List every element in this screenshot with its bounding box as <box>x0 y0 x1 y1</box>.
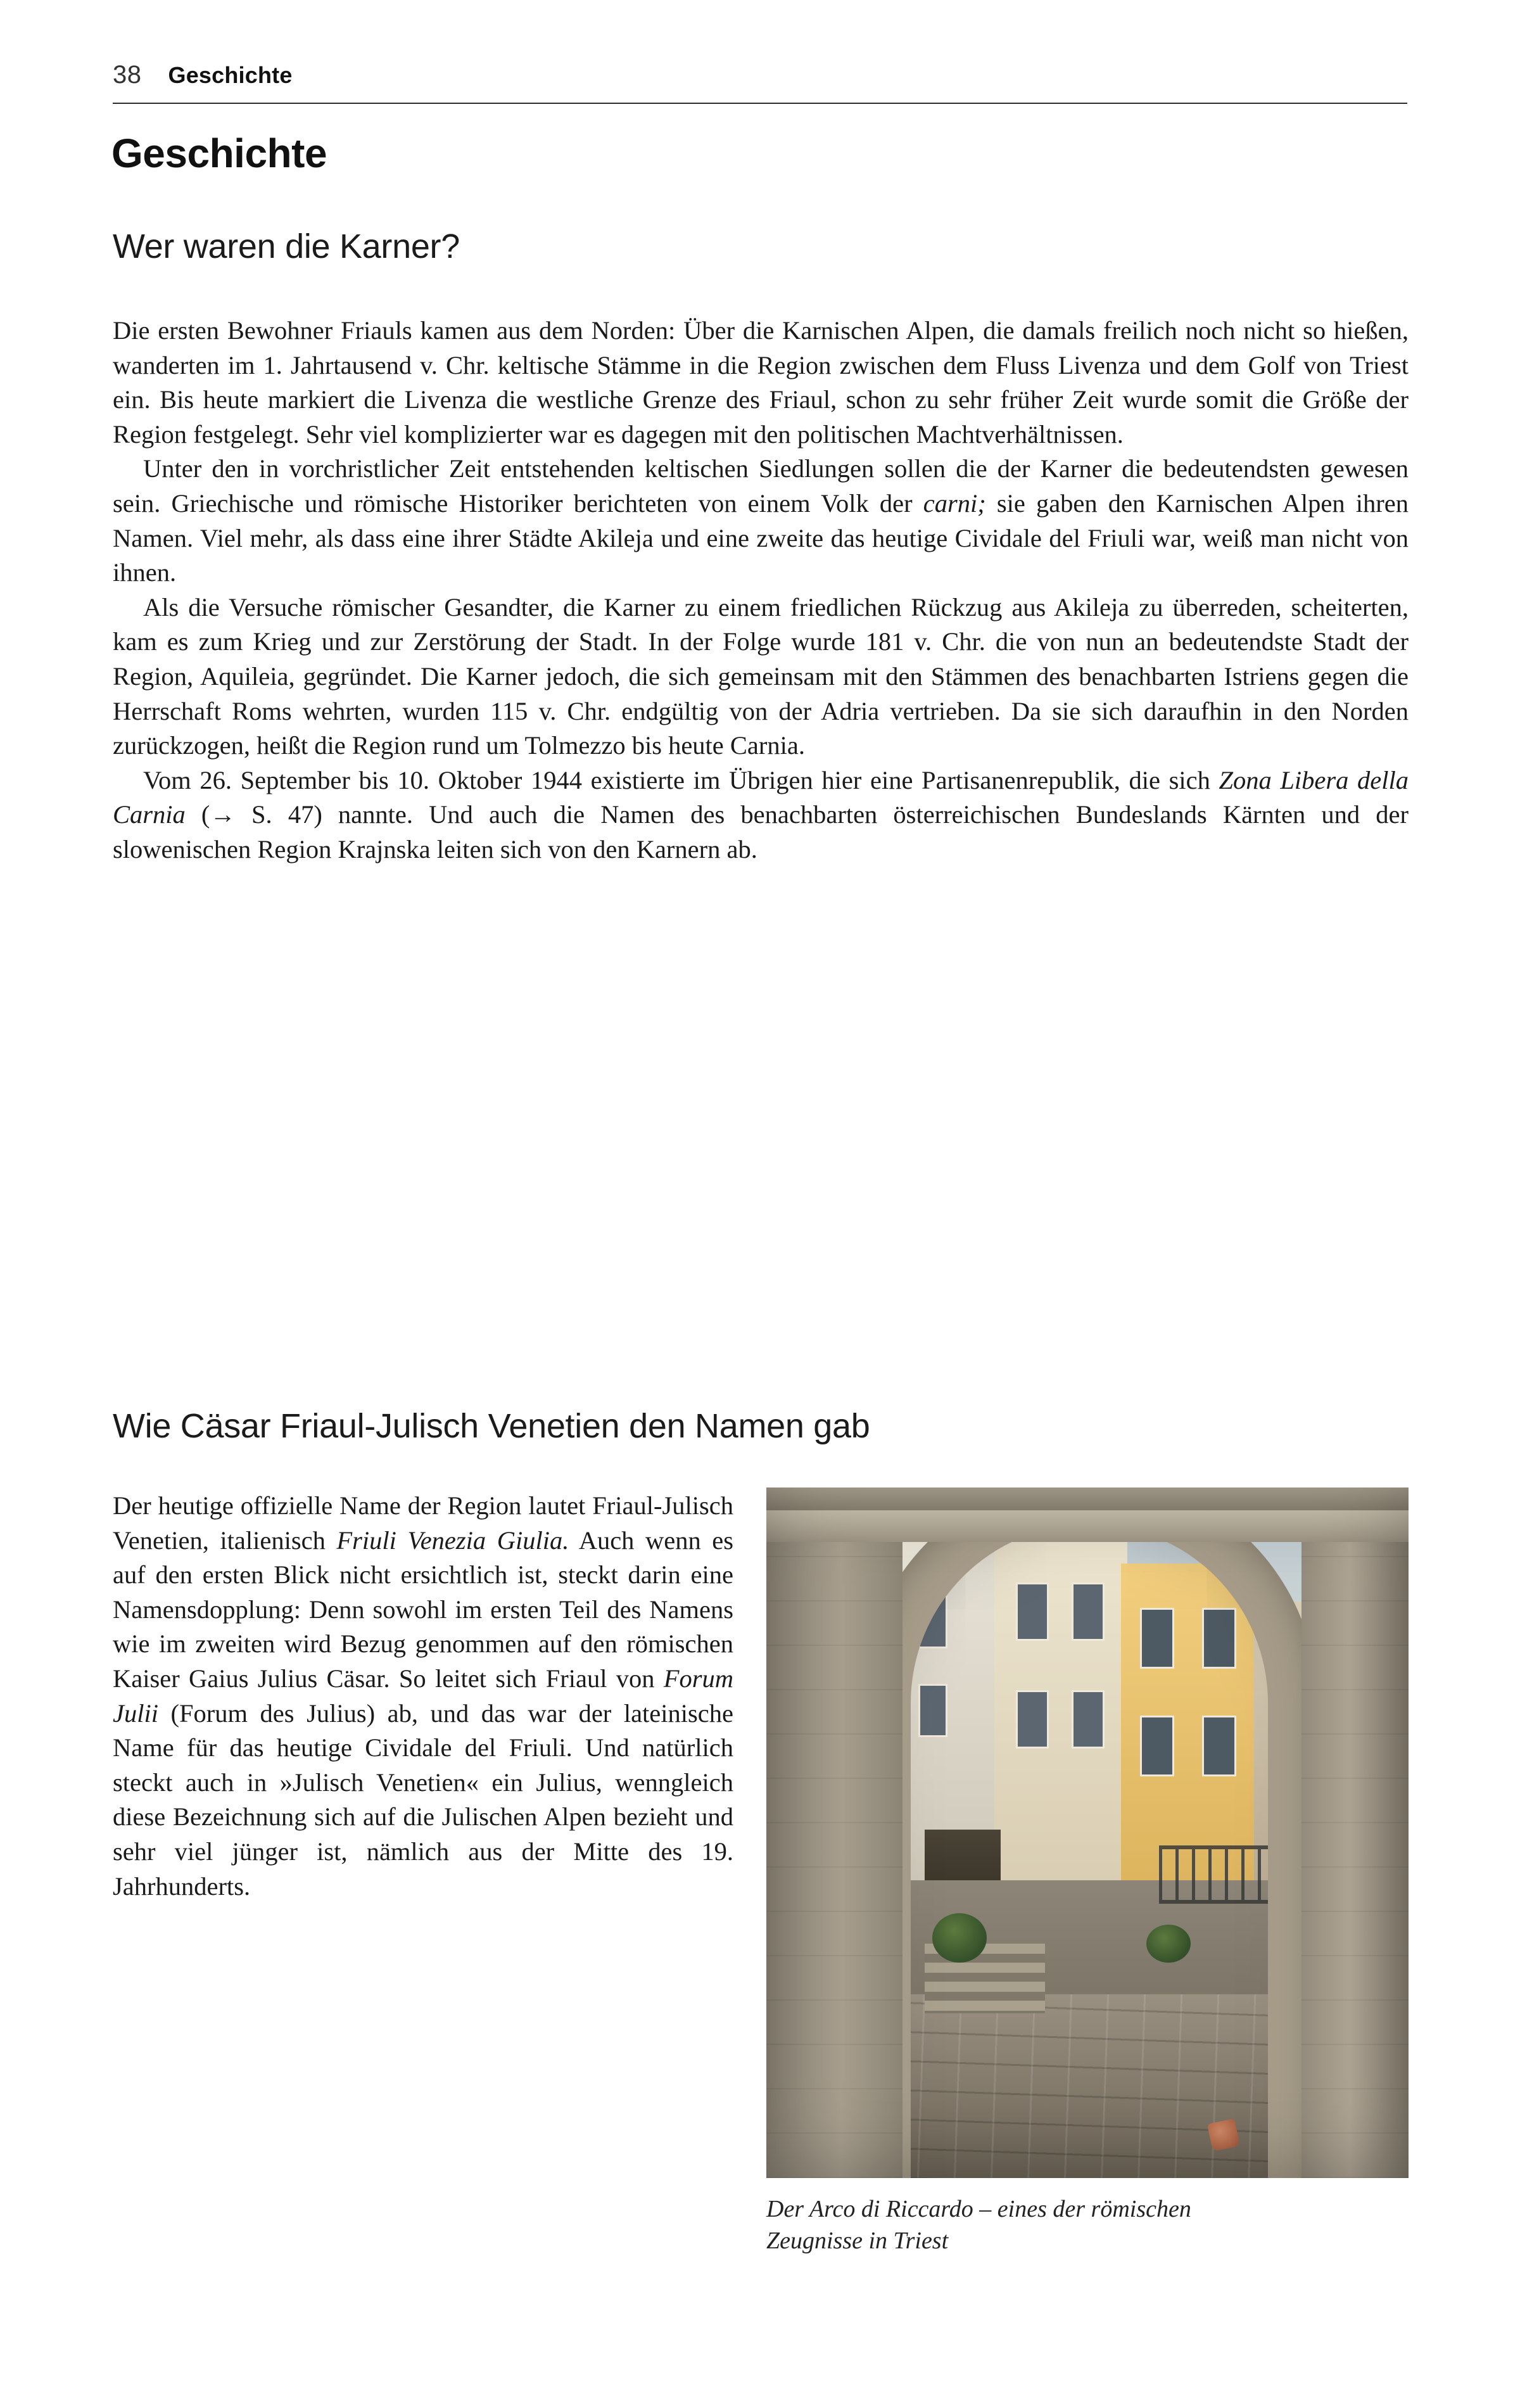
photo-arch-stone-ring <box>861 1487 1317 2178</box>
photo-stone-texture <box>1302 1487 1409 2178</box>
paragraph-2-part2: sie gaben den Karnischen Alpen ihren Namen. Viel mehr, als dass eine ihrer Städte Akileja und eine zweite das heutige Cividale del Friuli war, weiß man nicht von ihnen. <box>113 488 1409 587</box>
italic-zona-libera: Zona Libera della Carnia <box>113 765 1409 829</box>
paragraph-4 <box>113 763 1409 867</box>
paragraph-2 <box>113 452 1409 590</box>
paragraph-1: Die ersten Bewohner Friauls kamen aus dem Norden: Über die Karnischen Alpen, die damals freilich noch nicht so hießen, wanderten im 1. Jahrtausend v. Chr. keltische Stämme in die Region zwischen dem Fluss Livenza und dem Golf von Triest ein. Bis heute markiert die Livenza die westliche Grenze des Friaul, schon zu sehr früher Zeit wurde somit die Größe der Region festgelegt. Sehr viel komplizierter war es dagegen mit den politischen Machtverhältnissen. <box>113 316 1409 449</box>
figure-arco-di-riccardo <box>766 1487 1409 2257</box>
photo-stone-texture <box>766 1487 902 2178</box>
photo-wall-left <box>766 1487 902 2178</box>
paragraph-4-part2: (→ S. 47) nannte. Und auch die Namen des benachbarten österreichischen Bundeslands Kärnten und der slowenischen Region Krajnska leiten sich von den Karnern ab. <box>113 800 1409 863</box>
caesar-part2: Auch wenn es auf den ersten Blick nicht ersichtlich ist, steckt darin eine Namensdopplung: Denn sowohl im ersten Teil des Namens wie im zweiten wird Bezug genommen auf den römischen Kaiser Gaius Julius Cäsar. So leitet sich Friaul von <box>113 1526 734 1693</box>
figure-caption: Der Arco di Riccardo – eines der römischen Zeugnisse in Triest <box>766 2196 1191 2254</box>
caesar-part1: Der heutige offizielle Name der Region lautet Friaul-Julisch Venetien, italienisch <box>113 1491 733 1555</box>
page-number: 38 <box>113 61 142 89</box>
paragraph-2-part1: Unter den in vorchristlicher Zeit entstehenden keltischen Siedlungen sollen die der Karner die bedeutendsten gewesen sein. Griechische und römische Historiker berichteten von einem Volk der <box>113 454 1409 518</box>
page-title: Geschichte <box>111 131 327 176</box>
italic-forum-julii: Forum Julii <box>113 1664 733 1728</box>
arco-di-riccardo-photo <box>766 1487 1409 2178</box>
header-divider <box>113 103 1407 104</box>
body-text-karner <box>113 314 1409 867</box>
running-head <box>113 61 1407 89</box>
paragraph-caesar <box>113 1489 733 1904</box>
photo-cornice <box>766 1509 1409 1542</box>
running-head-section: Geschichte <box>168 62 293 88</box>
paragraph-4-part1: Vom 26. September bis 10. Oktober 1944 existierte im Übrigen hier eine Partisanenrepublik, die sich <box>143 765 1219 794</box>
paragraph-3: Als die Versuche römischer Gesandter, die Karner zu einem friedlichen Rückzug aus Akileja zu überreden, scheiterten, kam es zum Krieg und zur Zerstörung der Stadt. In der Folge wurde 181 v. Chr. die von nun an bedeutendste Stadt der Region, Aquileia, gegründet. Die Karner jedoch, die sich gemeinsam mit den Stämmen des benachbarten Istriens gegen die Herrschaft Roms wehrten, wurden 115 v. Chr. endgültig von der Adria vertrieben. Da sie sich daraufhin in den Norden zurückzogen, heißt die Region rund um Tolmezzo bis heute Carnia. <box>113 592 1409 760</box>
italic-carni: carni; <box>923 488 986 518</box>
body-text-caesar <box>113 1489 733 1904</box>
heading-wie-caesar: Wie Cäsar Friaul-Julisch Venetien den Namen gab <box>113 1407 870 1445</box>
italic-friuli-venezia-giulia: Friuli Venezia Giulia. <box>336 1526 569 1555</box>
heading-wer-waren-die-karner: Wer waren die Karner? <box>113 227 460 265</box>
photo-wall-right <box>1302 1487 1409 2178</box>
photo-cornice-upper <box>766 1487 1409 1510</box>
caesar-part3: (Forum des Julius) ab, und das war der lateinische Name für das heutige Cividale del Friuli. Und natürlich steckt auch in »Julisch Venetien« ein Julius, wenngleich diese Bezeichnung sich auf die Julischen Alpen bezieht und sehr viel jünger ist, nämlich aus der Mitte des 19. Jahrhunderts. <box>113 1698 733 1901</box>
